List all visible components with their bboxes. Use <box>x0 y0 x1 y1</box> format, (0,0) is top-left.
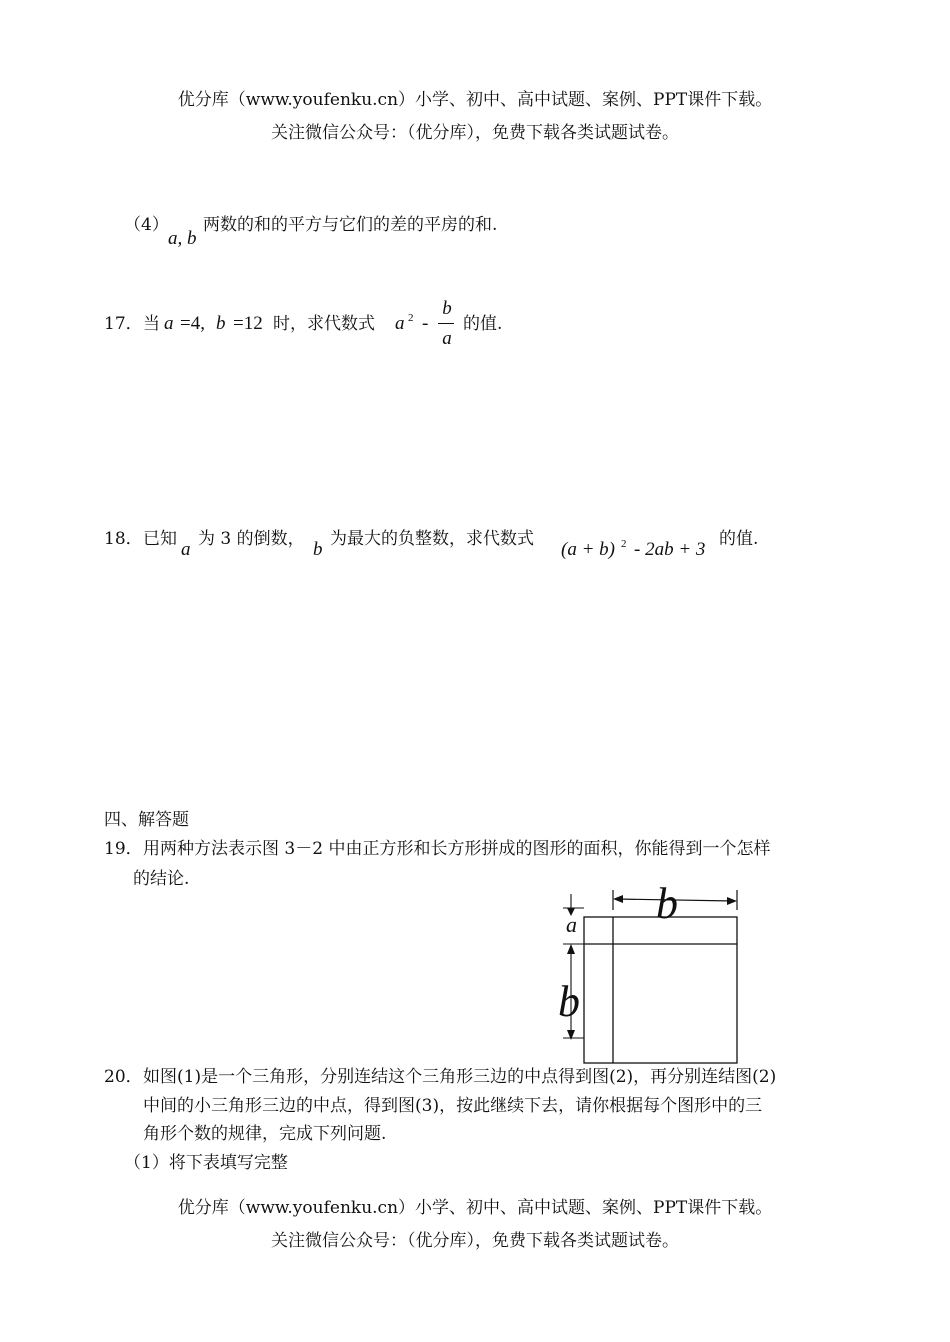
q18-var-a: a <box>181 539 191 560</box>
q20-line-3: 角形个数的规律，完成下列问题. <box>143 1124 387 1144</box>
q18-expr-exp: 2 <box>621 538 627 550</box>
q18-text-2: 为 3 的倒数， <box>198 529 305 549</box>
q19-line-1: 用两种方法表示图 3－2 中由正方形和长方形拼成的图形的面积，你能得到一个怎样 <box>143 839 771 859</box>
q17-var-a: a <box>164 313 174 334</box>
q18-text-1: 已知 <box>143 529 177 549</box>
q17-frac-den: a <box>442 328 452 349</box>
q18-number: 18． <box>104 529 143 549</box>
q17-middle: 时，求代数式 <box>273 314 375 334</box>
square-rectangle-figure <box>550 880 750 1070</box>
q19-line-2: 的结论. <box>133 869 190 889</box>
figure-label-a: a <box>566 912 577 937</box>
q20-number: 20． <box>104 1067 143 1087</box>
figure-label-b-top: b <box>656 880 678 928</box>
footer-line-1: 优分库（www.youfenku.cn）小学、初中、高中试题、案例、PPT课件下载。 <box>177 1198 773 1218</box>
q16-4-number: （4） <box>124 215 169 235</box>
q19-number: 19． <box>104 839 143 859</box>
q18-text-3: 为最大的负整数，求代数式 <box>330 529 534 549</box>
q17-prefix: 当 <box>143 314 160 334</box>
q18-expr-base: (a + b) <box>561 539 615 560</box>
q20-line-1: 如图(1)是一个三角形，分别连结这个三角形三边的中点得到图(2)，再分别连结图(2) <box>143 1067 777 1087</box>
header-line-1: 优分库（www.youfenku.cn）小学、初中、高中试题、案例、PPT课件下载。 <box>177 90 773 110</box>
q17-frac-num: b <box>442 298 452 319</box>
q17-eq-b: =12 <box>233 313 263 334</box>
footer-line-2: 关注微信公众号：（优分库），免费下载各类试题试卷。 <box>271 1231 679 1251</box>
q17-number: 17． <box>104 314 143 334</box>
q18-var-b: b <box>313 539 323 560</box>
q17-fraction <box>437 298 457 354</box>
figure-top-arrow-right <box>727 897 737 905</box>
q16-4-text: 两数的和的平方与它们的差的平房的和. <box>203 215 498 235</box>
figure-outer-square <box>584 917 737 1063</box>
q17-var-b: b <box>216 313 226 334</box>
q17-suffix: 的值. <box>463 314 503 334</box>
q17-minus: - <box>422 313 429 334</box>
figure-label-b-left: b <box>558 977 580 1026</box>
figure-left-arrow-top <box>567 944 575 954</box>
q17-eq-a: =4, <box>180 313 205 334</box>
q17-frac-bar <box>438 323 454 324</box>
header-line-2: 关注微信公众号：（优分库），免费下载各类试题试卷。 <box>271 123 679 143</box>
q17-base: a <box>395 313 405 334</box>
figure-top-arrow-left <box>613 895 623 903</box>
section-title: 四、解答题 <box>104 810 189 830</box>
q17-exp: 2 <box>408 312 414 324</box>
q18-text-4: 的值. <box>719 529 759 549</box>
q20-sub-1: （1）将下表填写完整 <box>124 1153 288 1173</box>
q16-4-vars: a, b <box>168 228 197 249</box>
q20-line-2: 中间的小三角形三边的中点，得到图(3)，按此继续下去，请你根据每个图形中的三 <box>143 1096 763 1116</box>
q18-expr-rest: - 2ab + 3 <box>634 539 706 560</box>
